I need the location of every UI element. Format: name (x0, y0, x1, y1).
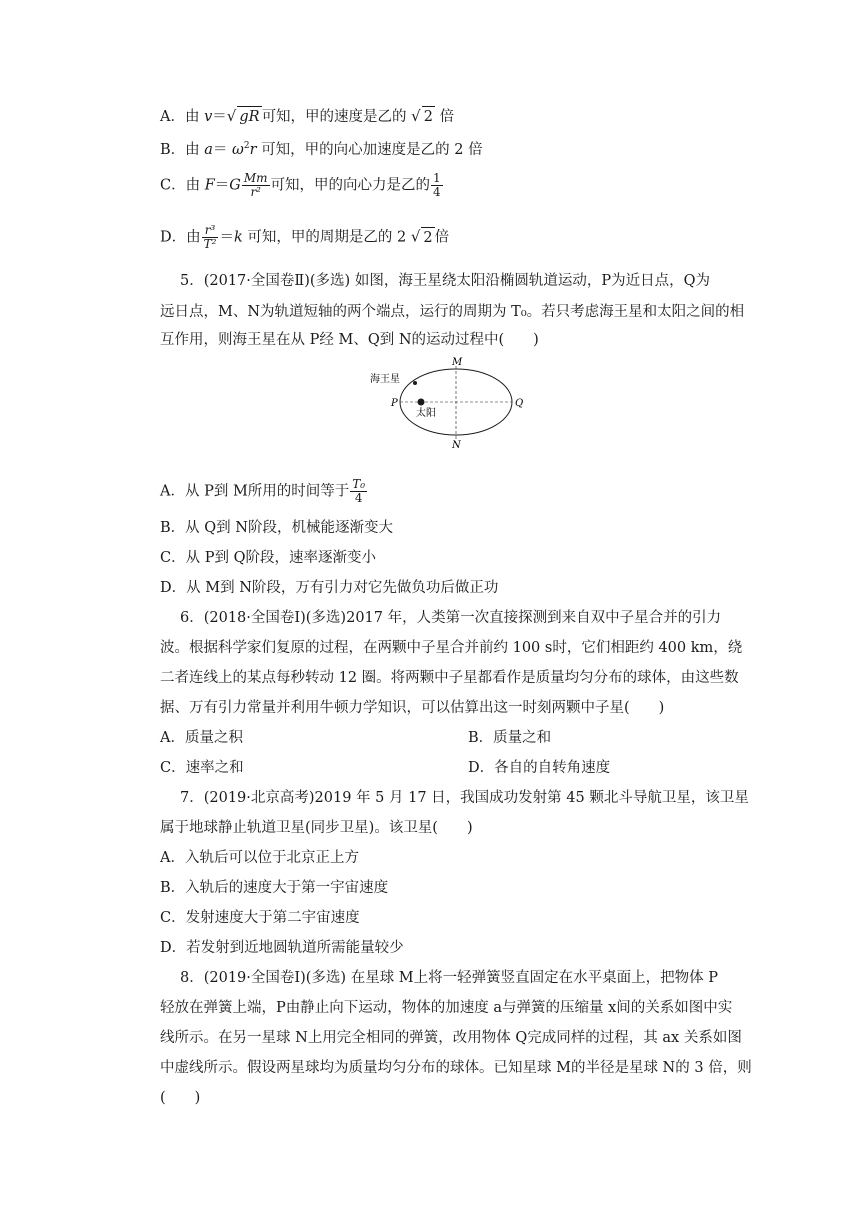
q7-stem-line-2: 属于地球静止轨道卫星(同步卫星)。该卫星( ) (160, 820, 473, 836)
formula-var: F (204, 177, 215, 194)
option-text: 可知，甲的周期是乙的 2 (242, 229, 411, 246)
q6-option-b: B．质量之和 (468, 730, 552, 746)
q7-option-a: A．入轨后可以位于北京正上方 (160, 850, 359, 866)
q4-option-d (160, 224, 449, 251)
sqrt-sign: √ (226, 107, 237, 125)
option-text-tail: 倍 (434, 229, 450, 246)
period-fraction (350, 478, 367, 505)
option-letter: C．由 (160, 177, 205, 194)
q7-option-d: D．若发射到近地圆轨道所需能量较少 (160, 940, 404, 956)
q6-stem-line-4: 据、万有引力常量并利用牛顿力学知识，可以估算出这一时刻两颗中子星( ) (160, 700, 665, 716)
formula-omega: ω (232, 141, 244, 158)
q5-option-b: B．从 Q到 N阶段，机械能逐渐变大 (160, 520, 393, 536)
fraction-numerator: 1 (433, 171, 441, 185)
sun-dot (418, 399, 425, 406)
option-letter: A．由 (160, 109, 205, 125)
option-text-tail: 倍 (434, 109, 455, 125)
fraction-numerator: r³ (202, 224, 219, 238)
q8-stem-line-3: 线所示。在另一星球 N上用完全相同的弹簧，改用物体 Q完成同样的过程，其 ax 关系如图 (160, 1030, 742, 1046)
formula-r: r (249, 141, 257, 158)
q8-stem-line-5: ( ) (160, 1090, 201, 1106)
fraction-numerator: T₀ (352, 477, 366, 491)
formula-fraction (242, 172, 270, 199)
q4-option-b (160, 136, 483, 160)
fraction-numerator: Mm (243, 171, 268, 185)
option-letter: B．由 (160, 141, 205, 158)
formula-k: k (233, 229, 243, 246)
sqrt-radicand: 2 (422, 106, 435, 127)
q7-option-b: B．入轨后的速度大于第一宇宙速度 (160, 880, 389, 896)
option-text: 可知，甲的向心力是乙的 (270, 177, 431, 194)
q5-option-a (160, 478, 368, 505)
q4-option-c (160, 172, 444, 199)
formula-g: G (229, 177, 241, 194)
q4-option-a (160, 106, 454, 127)
neptune-dot (413, 381, 417, 385)
q5-stem-line-2: 远日点，M、N为轨道短轴的两个端点，运行的周期为 T₀。若只考虑海王星和太阳之间的相 (160, 304, 745, 320)
fraction-denominator: r² (250, 185, 261, 199)
q6-stem-line-3: 二者连线上的某点每秒转动 12 圈。将两颗中子星都看作是质量均匀分布的球体，由这些数 (160, 670, 739, 686)
option-text: A．从 P到 M所用的时间等于 (160, 483, 350, 500)
formula-eq: ＝ (214, 177, 230, 194)
orbit-figure (360, 356, 530, 448)
q7-option-c: C．发射速度大于第二宇宙速度 (160, 910, 360, 926)
q5-stem-line-3: 互作用，则海王星在从 P经 M、Q到 N的运动过程中( ) (160, 332, 539, 348)
q6-option-c: C．速率之和 (160, 760, 244, 776)
q6-option-a: A．质量之积 (160, 730, 243, 746)
q5-option-d: D．从 M到 N阶段，万有引力对它先做负功后做正功 (160, 580, 499, 596)
formula-exponent: 2 (243, 141, 250, 151)
sun-label: 太阳 (416, 408, 436, 419)
q8-stem-line-4: 中虚线所示。假设两星球均为质量均匀分布的球体。已知星球 M的半径是星球 N的 3 倍，则 (160, 1060, 752, 1076)
point-m-label: M (452, 357, 463, 368)
answer-fraction (431, 172, 443, 199)
q8-stem-line-2: 轻放在弹簧上端，P由静止向下运动，物体的加速度 a与弹簧的压缩量 x间的关系如图中实 (160, 1000, 733, 1016)
point-n-label: N (452, 440, 461, 448)
neptune-label: 海王星 (370, 374, 400, 385)
point-p-label: P (391, 398, 398, 409)
formula-eq: ＝ (212, 141, 233, 158)
option-letter: D．由 (160, 229, 201, 246)
formula-fraction (202, 224, 219, 251)
formula-eq: ＝ (219, 229, 234, 246)
q6-stem-line-1: 6．(2018·全国卷Ⅰ)(多选)2017 年，人类第一次直接探测到来自双中子星合并的引力 (180, 610, 722, 626)
fraction-denominator: 4 (433, 185, 441, 199)
q8-stem-line-1: 8．(2019·全国卷Ⅰ)(多选) 在星球 M上将一轻弹簧竖直固定在水平桌面上，把物体 P (180, 970, 719, 986)
q6-option-d: D．各自的自转角速度 (468, 760, 611, 776)
sqrt-sign: √ (410, 227, 421, 246)
sqrt-radicand: 2 (421, 227, 434, 248)
sqrt-sign: √ (411, 107, 421, 125)
q5-option-c: C．从 P到 Q阶段，速率逐渐变小 (160, 550, 376, 566)
q7-stem-line-1: 7．(2019·北京高考)2019 年 5 月 17 日，我国成功发射第 45 颗北斗导航卫星，该卫星 (180, 790, 749, 806)
option-text: 可知，甲的速度是乙的 (261, 109, 412, 125)
formula-var: a (204, 141, 213, 158)
fraction-denominator: T² (203, 237, 217, 251)
formula-eq: ＝ (212, 109, 227, 125)
q6-stem-line-2: 波。根据科学家们复原的过程，在两颗中子星合并前约 100 s时，它们相距约 400 km，绕 (160, 640, 743, 656)
option-text: 可知，甲的向心加速度是乙的 2 倍 (256, 141, 483, 158)
sqrt-radicand: gR (237, 106, 261, 127)
fraction-denominator: 4 (354, 491, 363, 505)
point-q-label: Q (515, 398, 524, 409)
formula-var: v (204, 109, 213, 125)
q5-stem-line-1: 5．(2017·全国卷Ⅱ)(多选) 如图，海王星绕太阳沿椭圆轨道运动，P为近日点，Q为 (180, 273, 710, 289)
